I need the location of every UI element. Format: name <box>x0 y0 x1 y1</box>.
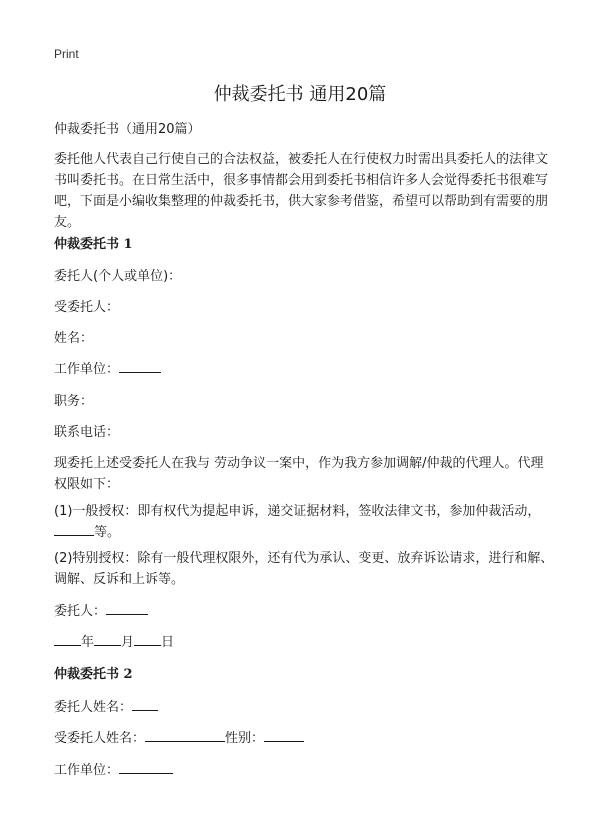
principal-name-line <box>54 697 554 718</box>
day-blank <box>134 633 161 646</box>
print-link[interactable]: Print <box>54 47 79 61</box>
agent-name-label: 受委托人姓名： <box>54 731 146 746</box>
agent-line: 受委托人： <box>54 300 120 315</box>
page-title: 仲裁委托书 通用20篇 <box>213 84 387 105</box>
general-auth-suffix: 等。 <box>94 525 121 540</box>
work-unit-label: 工作单位： <box>54 362 120 377</box>
intro-paragraph: 委托他人代表自己行使自己的合法权益，被委托人在行使权力时需出具委托人的法律文书叫委托书。在日常生活中，很多事情都会用到委托书相信许多人会觉得委托书很难写吧，下面是小编收集整理的仲裁委托书，供大家参考借鉴，希望可以帮助到有需要的朋友。 <box>54 152 549 230</box>
work-unit-blank-2 <box>119 761 173 774</box>
agent-name-line <box>54 728 554 749</box>
subtitle: 仲裁委托书（通用20篇） <box>54 122 201 137</box>
sign-label: 委托人： <box>54 604 107 619</box>
position-line: 职务： <box>54 394 94 409</box>
day-label: 日 <box>161 635 175 650</box>
agent-name-blank <box>145 729 225 742</box>
name-line: 姓名： <box>54 331 94 346</box>
year-blank <box>54 633 81 646</box>
sign-blank <box>106 602 148 615</box>
work-unit-blank <box>119 360 161 373</box>
special-auth-paragraph: (2)特别授权：除有一般代理权限外，还有代为承认、变更、放弃诉讼请求，进行和解、调解、反诉和上诉等。 <box>54 551 554 587</box>
general-auth-blank <box>54 523 94 536</box>
gender-label: 性别： <box>225 731 265 746</box>
gender-blank <box>264 729 304 742</box>
principal-name-blank <box>132 698 158 711</box>
work-unit-label-2: 工作单位： <box>54 763 120 778</box>
work-unit-line-2 <box>54 760 554 781</box>
section2-heading: 仲裁委托书 2 <box>54 667 133 682</box>
month-blank <box>94 633 121 646</box>
phone-line: 联系电话： <box>54 425 120 440</box>
month-label: 月 <box>121 635 135 650</box>
date-line <box>54 632 554 653</box>
general-auth-paragraph <box>54 501 554 543</box>
principal-name-label: 委托人姓名： <box>54 700 133 715</box>
general-auth-text: (1)一般授权：即有权代为提起申诉，递交证据材料，签收法律文书，参加仲裁活动， <box>54 504 541 519</box>
sign-line <box>54 601 554 622</box>
work-unit-line <box>54 359 554 380</box>
section1-heading: 仲裁委托书 1 <box>54 237 133 252</box>
principal-line: 委托人(个人或单位)： <box>54 269 182 284</box>
statement-paragraph: 现委托上述受委托人在我与 劳动争议一案中，作为我方参加调解/仲裁的代理人。代理权限如下： <box>54 456 544 492</box>
year-label: 年 <box>81 635 95 650</box>
